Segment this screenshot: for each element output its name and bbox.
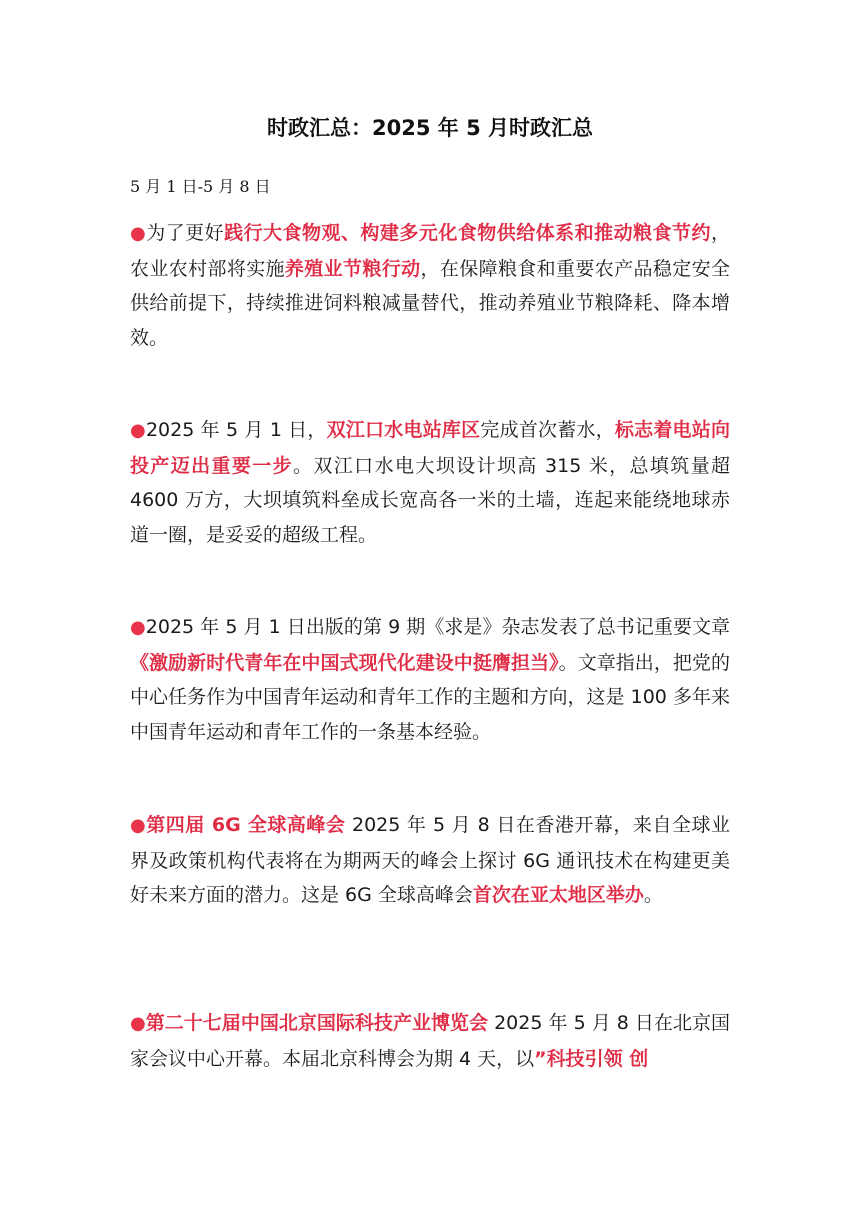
item-highlight: 首次在亚太地区举办: [472, 884, 644, 906]
item-text: 。文章指出，把党的中心任务作为中国青年运动和青年工作的主题和方向，这是 100 多年来中国青年运动和青年工作的一条基本经验。: [130, 651, 730, 743]
item-highlight: 标志着电站向投产迈出重要一步: [130, 419, 730, 477]
item-highlight: 第四届 6G 全球高峰会: [146, 814, 346, 836]
item-highlight: 双江口水电站库区: [326, 419, 481, 441]
item-text: 。双江口水电大坝设计坝高 315 米，总填筑量超 4600 万方，大坝填筑料垒成长宽高各一米的土墙，连起来能绕地球赤道一圈，是妥妥的超级工程。: [130, 454, 730, 546]
item-highlight: 第二十七届中国北京国际科技产业博览会: [145, 1012, 489, 1034]
item-highlight: ”科技引领 创: [534, 1047, 649, 1070]
item-highlight: 养殖业节粮行动: [284, 257, 421, 280]
item-highlight: 践行大食物观、构建多元化食物供给体系和推动粮食节约: [224, 222, 711, 244]
date-range: 5 月 1 日-5 月 8 日: [130, 177, 271, 196]
item-text: 完成首次蓄水，: [480, 419, 615, 441]
item-text: ，在保障粮食和重要农产品稳定安全供给前提下，持续推进饲料粮减量替代，推动养殖业节粮降耗、降本增效。: [130, 257, 730, 349]
news-item-2: [130, 413, 730, 552]
item-text: 2025 年 5 月 1 日出版的第 9 期《求是》杂志发表了总书记重要文章: [145, 616, 730, 638]
news-item-3: [130, 610, 730, 749]
bullet-icon: ●: [130, 420, 146, 441]
page-title: 时政汇总：2025 年 5 月时政汇总: [267, 116, 593, 140]
news-item-5: [130, 1006, 730, 1076]
item-text: ，农业农村部将实施: [130, 222, 730, 280]
item-text: 。: [643, 884, 663, 906]
item-text: 为了更好: [146, 222, 225, 244]
item-text: 2025 年 5 月 8 日在香港开幕，来自全球业界及政策机构代表将在为期两天的峰会上探讨 6G 通讯技术在构建更美好未来方面的潜力。这是 6G 全球高峰会: [130, 814, 730, 906]
item-text: 2025 年 5 月 1 日，: [145, 419, 327, 441]
item-highlight: 《激励新时代青年在中国式现代化建设中挺膺担当》: [130, 651, 559, 674]
bullet-icon: ●: [130, 1013, 146, 1034]
news-item-4: [130, 808, 730, 913]
news-item-1: [130, 216, 730, 355]
item-text: 2025 年 5 月 8 日在北京国家会议中心开幕。本届北京科博会为期 4 天，以: [130, 1012, 730, 1070]
bullet-icon: ●: [130, 617, 146, 638]
bullet-icon: ●: [130, 223, 147, 244]
bullet-icon: ●: [130, 815, 147, 836]
